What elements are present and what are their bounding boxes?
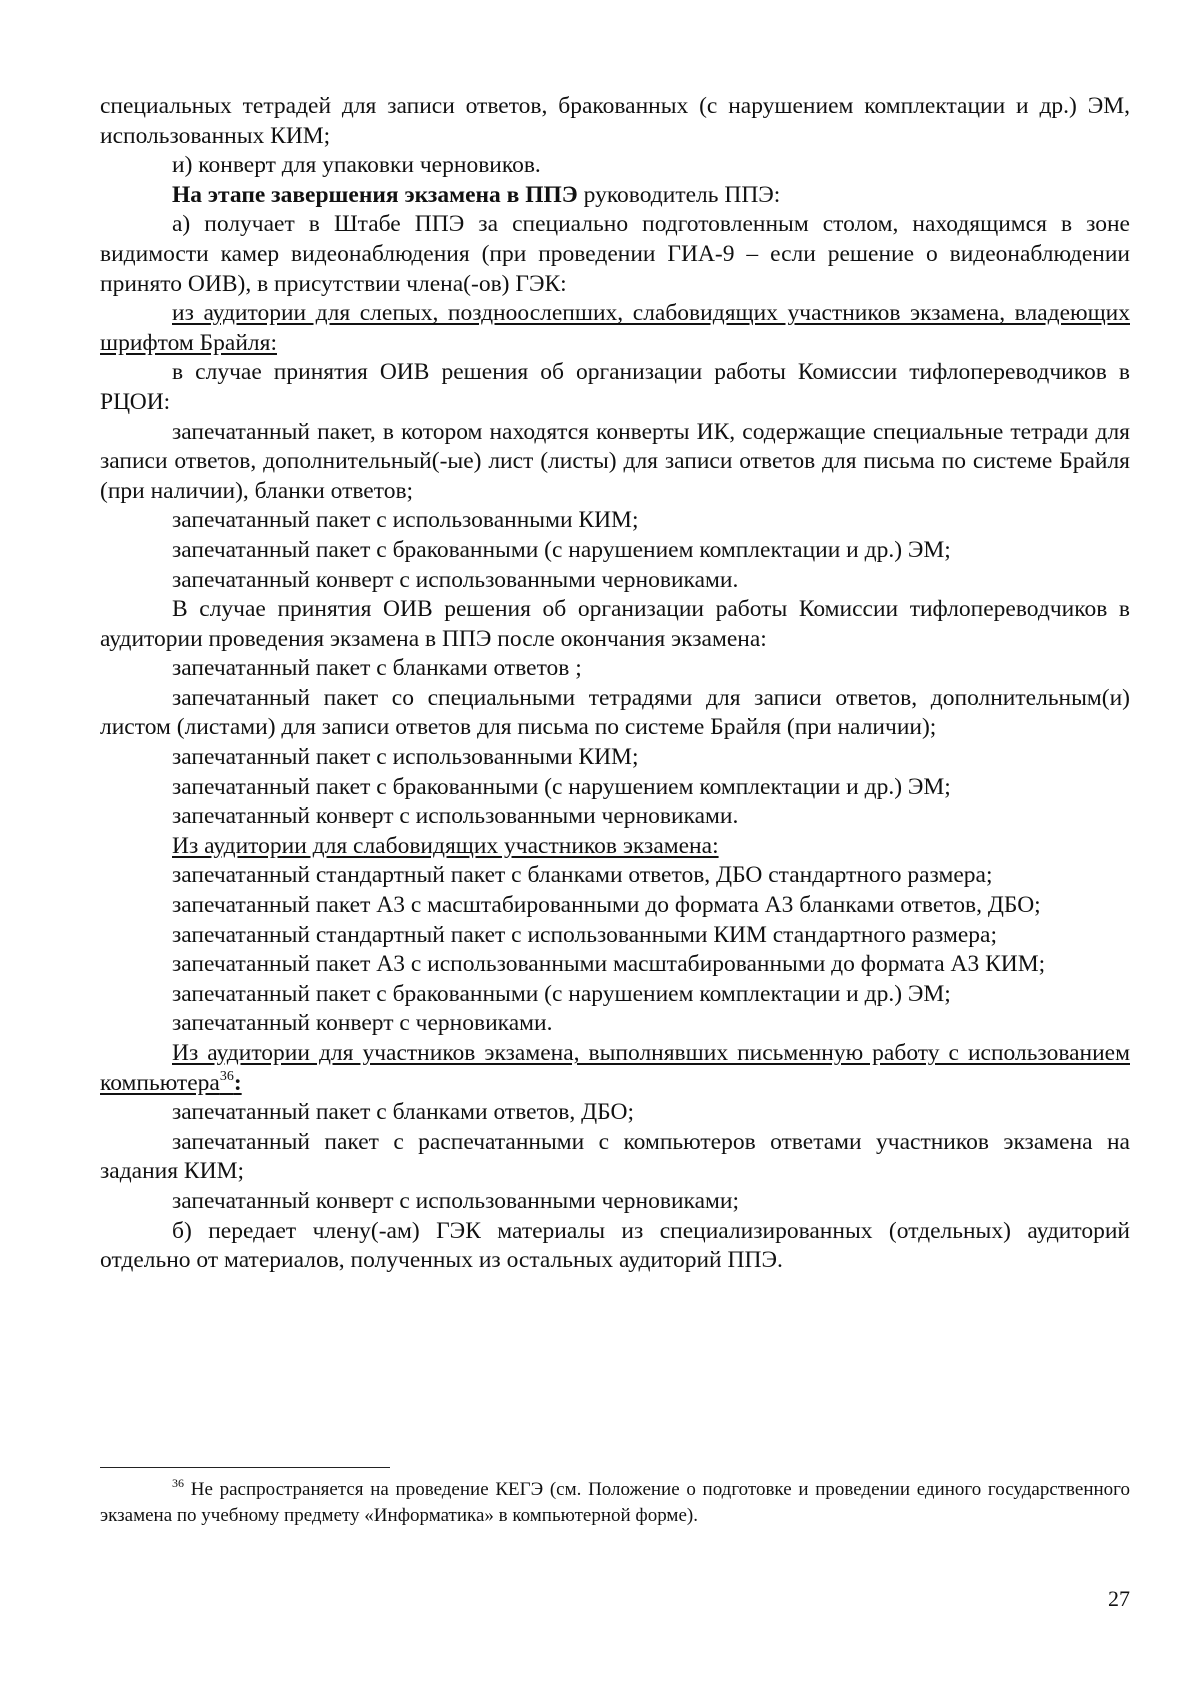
paragraph: запечатанный пакет, в котором находятся конверты ИК, содержащие специальные тетради для записи ответов, дополнительный(-ые) лист (листы) для записи ответов для письма по системе Брайля (при наличии), бланки ответов; [100,418,1130,504]
underlined-subheading [100,1039,1130,1098]
paragraph: а) получает в Штабе ППЭ за специально подготовленным столом, находящимся в зоне видимости камер видеонаблюдения (при проведении ГИА-9 – если решение о видеонаблюдении принято ОИВ), в присутствии члена(-ов) ГЭК: [100,211,1130,297]
list-item: запечатанный конверт с использованными черновиками; [172,1187,739,1214]
list-item: запечатанный пакет А3 с использованными масштабированными до формата А3 КИМ; [172,951,1046,978]
paragraph: б) передает члену(-ам) ГЭК материалы из специализированных (отдельных) аудиторий отдельно от материалов, полученных из остальных аудиторий ППЭ. [100,1217,1130,1274]
list-item: запечатанный пакет с использованными КИМ; [172,744,639,771]
underlined-text [100,1040,1130,1096]
list-item: запечатанный пакет с бракованными (с нарушением комплектации и др.) ЭМ; [172,773,951,800]
list-item: запечатанный пакет с бракованными (с нарушением комплектации и др.) ЭМ; [172,536,951,563]
paragraph: и) конверт для упаковки черновиков. [172,152,541,179]
underlined-subheading [100,832,1130,862]
list-item: запечатанный конверт с использованными черновиками. [172,803,739,830]
footnote-separator [100,1467,390,1468]
footnote [100,1477,1130,1529]
paragraph-text: руководитель ППЭ: [577,181,781,208]
list-item: запечатанный пакет с бракованными (с нарушением комплектации и др.) ЭМ; [172,980,951,1007]
bold-phrase: На этапе завершения экзамена в ППЭ [172,181,578,208]
list-item: запечатанный пакет с бланками ответов ; [172,655,582,682]
list-item: запечатанный пакет с использованными КИМ; [172,507,639,534]
paragraph: в случае принятия ОИВ решения об организации работы Комиссии тифлопереводчиков в РЦОИ: [100,359,1130,415]
footnote-text: Не распространяется на проведение КЕГЭ (см. Положение о подготовке и проведении единого государственного экзамена по учебному предмету «Информатика» в компьютерной форме). [100,1479,1130,1526]
list-item: запечатанный пакет со специальными тетрадями для записи ответов, дополнительным(и) листом (листами) для записи ответов для письма по системе Брайля (при наличии); [100,684,1130,741]
footnote-reference[interactable]: 36 [219,1068,234,1084]
footnote-number: 36 [172,1476,184,1490]
list-item: запечатанный конверт с черновиками. [172,1010,553,1037]
list-item: запечатанный пакет А3 с масштабированными до формата А3 бланками ответов, ДБО; [172,892,1041,919]
list-item: запечатанный стандартный пакет с бланками ответов, ДБО стандартного размера; [172,862,993,889]
list-item: запечатанный конверт с использованными черновиками. [172,566,739,593]
list-item: запечатанный пакет с бланками ответов, ДБО; [172,1099,635,1126]
list-item: запечатанный пакет с распечатанными с компьютеров ответами участников экзамена на задания КИМ; [100,1128,1130,1185]
subheading-colon: : [233,1069,242,1096]
section-heading-paragraph [100,181,1130,211]
underlined-text: Из аудитории для слабовидящих участников экзамена: [172,832,719,859]
paragraph: В случае принятия ОИВ решения об организации работы Комиссии тифлопереводчиков в аудитории проведения экзамена в ППЭ после окончания экзамена: [100,596,1130,652]
list-item: запечатанный стандартный пакет с использованными КИМ стандартного размера; [172,921,997,948]
document-body [100,92,1130,1276]
underlined-text: из аудитории для слепых, поздноослепших, слабовидящих участников экзамена, владеющих шрифтом Брайля: [100,300,1130,356]
underlined-subheading [100,299,1130,358]
subheading-text: Из аудитории для участников экзамена, выполнявших письменную работу с использованием компьютера [100,1040,1130,1096]
paragraph: специальных тетрадей для записи ответов, бракованных (с нарушением комплектации и др.) ЭМ, использованных КИМ; [100,93,1130,149]
page-number: 27 [1108,1586,1130,1611]
